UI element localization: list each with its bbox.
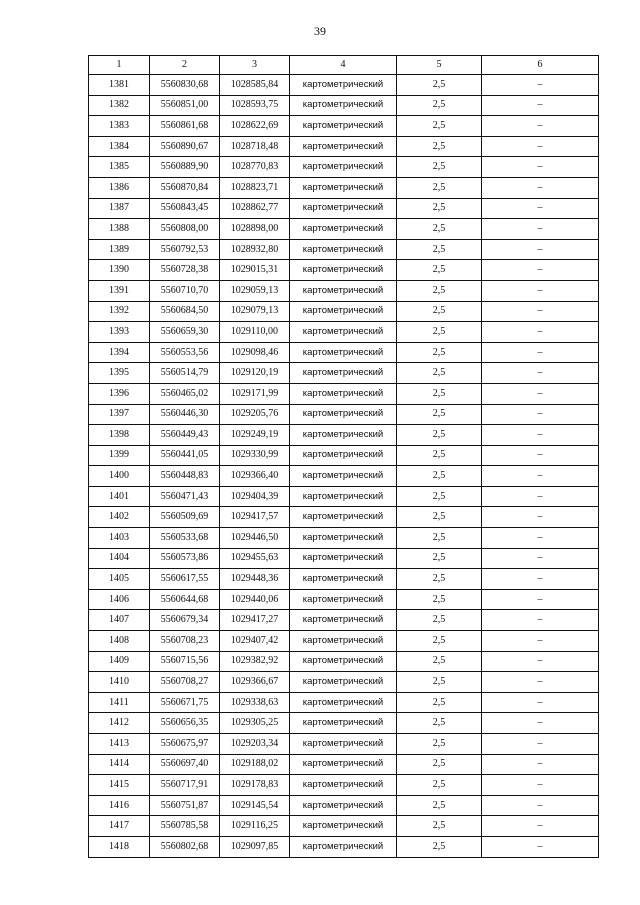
- method-cell: картометрический: [290, 75, 397, 96]
- description-cell: –: [482, 507, 599, 528]
- accuracy-cell: 2,5: [397, 713, 482, 734]
- y-coordinate-cell: 1029446,50: [220, 528, 290, 549]
- point-number-cell: 1408: [89, 631, 150, 652]
- point-number-cell: 1397: [89, 404, 150, 425]
- method-cell: картометрический: [290, 651, 397, 672]
- y-coordinate-cell: 1029110,00: [220, 322, 290, 343]
- method-cell: картометрический: [290, 589, 397, 610]
- x-coordinate-cell: 5560533,68: [150, 528, 220, 549]
- point-number-cell: 1411: [89, 692, 150, 713]
- accuracy-cell: 2,5: [397, 631, 482, 652]
- accuracy-cell: 2,5: [397, 692, 482, 713]
- x-coordinate-cell: 5560509,69: [150, 507, 220, 528]
- x-coordinate-cell: 5560449,43: [150, 425, 220, 446]
- description-cell: –: [482, 404, 599, 425]
- y-coordinate-cell: 1028718,48: [220, 136, 290, 157]
- method-cell: картометрический: [290, 734, 397, 755]
- point-number-cell: 1404: [89, 548, 150, 569]
- method-cell: картометрический: [290, 136, 397, 157]
- description-cell: –: [482, 322, 599, 343]
- accuracy-cell: 2,5: [397, 754, 482, 775]
- description-cell: –: [482, 713, 599, 734]
- y-coordinate-cell: 1029059,13: [220, 280, 290, 301]
- method-cell: картометрический: [290, 280, 397, 301]
- y-coordinate-cell: 1029330,99: [220, 445, 290, 466]
- table-row: [89, 177, 599, 198]
- accuracy-cell: 2,5: [397, 239, 482, 260]
- method-cell: картометрический: [290, 383, 397, 404]
- accuracy-cell: 2,5: [397, 528, 482, 549]
- point-number-cell: 1387: [89, 198, 150, 219]
- point-number-cell: 1390: [89, 260, 150, 281]
- y-coordinate-cell: 1029366,67: [220, 672, 290, 693]
- accuracy-cell: 2,5: [397, 116, 482, 137]
- point-number-cell: 1395: [89, 363, 150, 384]
- table-row: [89, 116, 599, 137]
- point-number-cell: 1396: [89, 383, 150, 404]
- method-cell: картометрический: [290, 775, 397, 796]
- description-cell: –: [482, 425, 599, 446]
- table-row: [89, 383, 599, 404]
- coordinates-table: [88, 55, 599, 858]
- method-cell: картометрический: [290, 486, 397, 507]
- accuracy-cell: 2,5: [397, 260, 482, 281]
- point-number-cell: 1391: [89, 280, 150, 301]
- x-coordinate-cell: 5560671,75: [150, 692, 220, 713]
- table-row: [89, 425, 599, 446]
- table-row: [89, 651, 599, 672]
- method-cell: картометрический: [290, 425, 397, 446]
- description-cell: –: [482, 157, 599, 178]
- y-coordinate-cell: 1029404,39: [220, 486, 290, 507]
- point-number-cell: 1383: [89, 116, 150, 137]
- table-row: [89, 672, 599, 693]
- y-coordinate-cell: 1029205,76: [220, 404, 290, 425]
- accuracy-cell: 2,5: [397, 610, 482, 631]
- description-cell: –: [482, 610, 599, 631]
- x-coordinate-cell: 5560684,50: [150, 301, 220, 322]
- table-row: [89, 157, 599, 178]
- table-row: [89, 692, 599, 713]
- description-cell: –: [482, 836, 599, 857]
- x-coordinate-cell: 5560446,30: [150, 404, 220, 425]
- accuracy-cell: 2,5: [397, 734, 482, 755]
- point-number-cell: 1385: [89, 157, 150, 178]
- description-cell: –: [482, 528, 599, 549]
- x-coordinate-cell: 5560659,30: [150, 322, 220, 343]
- table-row: [89, 816, 599, 837]
- description-cell: –: [482, 631, 599, 652]
- x-coordinate-cell: 5560675,97: [150, 734, 220, 755]
- y-coordinate-cell: 1029366,40: [220, 466, 290, 487]
- description-cell: –: [482, 219, 599, 240]
- description-cell: –: [482, 301, 599, 322]
- table-row: [89, 754, 599, 775]
- method-cell: картометрический: [290, 219, 397, 240]
- description-cell: –: [482, 198, 599, 219]
- method-cell: картометрический: [290, 836, 397, 857]
- point-number-cell: 1389: [89, 239, 150, 260]
- method-cell: картометрический: [290, 342, 397, 363]
- description-cell: –: [482, 342, 599, 363]
- description-cell: –: [482, 486, 599, 507]
- description-cell: –: [482, 383, 599, 404]
- x-coordinate-cell: 5560553,56: [150, 342, 220, 363]
- point-number-cell: 1403: [89, 528, 150, 549]
- method-cell: картометрический: [290, 404, 397, 425]
- description-cell: –: [482, 136, 599, 157]
- table-row: [89, 795, 599, 816]
- method-cell: картометрический: [290, 95, 397, 116]
- description-cell: –: [482, 672, 599, 693]
- description-cell: –: [482, 177, 599, 198]
- x-coordinate-cell: 5560656,35: [150, 713, 220, 734]
- table-row: [89, 486, 599, 507]
- point-number-cell: 1409: [89, 651, 150, 672]
- method-cell: картометрический: [290, 672, 397, 693]
- table-row: [89, 589, 599, 610]
- description-cell: –: [482, 651, 599, 672]
- point-number-cell: 1398: [89, 425, 150, 446]
- column-header: 2: [150, 56, 220, 75]
- table-row: [89, 219, 599, 240]
- x-coordinate-cell: 5560792,53: [150, 239, 220, 260]
- point-number-cell: 1415: [89, 775, 150, 796]
- point-number-cell: 1399: [89, 445, 150, 466]
- accuracy-cell: 2,5: [397, 219, 482, 240]
- method-cell: картометрический: [290, 198, 397, 219]
- y-coordinate-cell: 1029305,25: [220, 713, 290, 734]
- point-number-cell: 1402: [89, 507, 150, 528]
- y-coordinate-cell: 1029079,13: [220, 301, 290, 322]
- point-number-cell: 1412: [89, 713, 150, 734]
- x-coordinate-cell: 5560751,87: [150, 795, 220, 816]
- column-header: 4: [290, 56, 397, 75]
- x-coordinate-cell: 5560802,68: [150, 836, 220, 857]
- table-row: [89, 260, 599, 281]
- y-coordinate-cell: 1029417,57: [220, 507, 290, 528]
- y-coordinate-cell: 1029417,27: [220, 610, 290, 631]
- x-coordinate-cell: 5560843,45: [150, 198, 220, 219]
- point-number-cell: 1384: [89, 136, 150, 157]
- x-coordinate-cell: 5560728,38: [150, 260, 220, 281]
- point-number-cell: 1381: [89, 75, 150, 96]
- accuracy-cell: 2,5: [397, 157, 482, 178]
- table-row: [89, 404, 599, 425]
- method-cell: картометрический: [290, 548, 397, 569]
- point-number-cell: 1401: [89, 486, 150, 507]
- y-coordinate-cell: 1028593,75: [220, 95, 290, 116]
- x-coordinate-cell: 5560644,68: [150, 589, 220, 610]
- accuracy-cell: 2,5: [397, 425, 482, 446]
- accuracy-cell: 2,5: [397, 404, 482, 425]
- accuracy-cell: 2,5: [397, 280, 482, 301]
- column-header: 3: [220, 56, 290, 75]
- table-row: [89, 775, 599, 796]
- y-coordinate-cell: 1029382,92: [220, 651, 290, 672]
- x-coordinate-cell: 5560465,02: [150, 383, 220, 404]
- accuracy-cell: 2,5: [397, 548, 482, 569]
- method-cell: картометрический: [290, 528, 397, 549]
- description-cell: –: [482, 280, 599, 301]
- point-number-cell: 1407: [89, 610, 150, 631]
- accuracy-cell: 2,5: [397, 363, 482, 384]
- x-coordinate-cell: 5560514,79: [150, 363, 220, 384]
- column-header: 5: [397, 56, 482, 75]
- point-number-cell: 1382: [89, 95, 150, 116]
- accuracy-cell: 2,5: [397, 486, 482, 507]
- y-coordinate-cell: 1028932,80: [220, 239, 290, 260]
- method-cell: картометрический: [290, 157, 397, 178]
- description-cell: –: [482, 95, 599, 116]
- x-coordinate-cell: 5560890,67: [150, 136, 220, 157]
- point-number-cell: 1413: [89, 734, 150, 755]
- y-coordinate-cell: 1028622,69: [220, 116, 290, 137]
- table-row: [89, 631, 599, 652]
- x-coordinate-cell: 5560785,58: [150, 816, 220, 837]
- y-coordinate-cell: 1029178,83: [220, 775, 290, 796]
- column-header: 6: [482, 56, 599, 75]
- accuracy-cell: 2,5: [397, 651, 482, 672]
- x-coordinate-cell: 5560441,05: [150, 445, 220, 466]
- accuracy-cell: 2,5: [397, 836, 482, 857]
- y-coordinate-cell: 1029171,99: [220, 383, 290, 404]
- description-cell: –: [482, 775, 599, 796]
- page-number: 39: [314, 24, 326, 38]
- y-coordinate-cell: 1029249,19: [220, 425, 290, 446]
- accuracy-cell: 2,5: [397, 342, 482, 363]
- point-number-cell: 1388: [89, 219, 150, 240]
- point-number-cell: 1405: [89, 569, 150, 590]
- point-number-cell: 1393: [89, 322, 150, 343]
- method-cell: картометрический: [290, 631, 397, 652]
- method-cell: картометрический: [290, 754, 397, 775]
- method-cell: картометрический: [290, 322, 397, 343]
- description-cell: –: [482, 260, 599, 281]
- x-coordinate-cell: 5560870,84: [150, 177, 220, 198]
- accuracy-cell: 2,5: [397, 75, 482, 96]
- point-number-cell: 1417: [89, 816, 150, 837]
- y-coordinate-cell: 1029407,42: [220, 631, 290, 652]
- description-cell: –: [482, 569, 599, 590]
- description-cell: –: [482, 363, 599, 384]
- accuracy-cell: 2,5: [397, 466, 482, 487]
- accuracy-cell: 2,5: [397, 445, 482, 466]
- table-row: [89, 322, 599, 343]
- x-coordinate-cell: 5560830,68: [150, 75, 220, 96]
- method-cell: картометрический: [290, 445, 397, 466]
- table-row: [89, 610, 599, 631]
- method-cell: картометрический: [290, 116, 397, 137]
- accuracy-cell: 2,5: [397, 95, 482, 116]
- method-cell: картометрический: [290, 507, 397, 528]
- description-cell: –: [482, 445, 599, 466]
- accuracy-cell: 2,5: [397, 383, 482, 404]
- table-row: [89, 548, 599, 569]
- method-cell: картометрический: [290, 713, 397, 734]
- x-coordinate-cell: 5560715,56: [150, 651, 220, 672]
- method-cell: картометрический: [290, 239, 397, 260]
- y-coordinate-cell: 1029015,31: [220, 260, 290, 281]
- y-coordinate-cell: 1029120,19: [220, 363, 290, 384]
- x-coordinate-cell: 5560697,40: [150, 754, 220, 775]
- y-coordinate-cell: 1028823,71: [220, 177, 290, 198]
- x-coordinate-cell: 5560617,55: [150, 569, 220, 590]
- point-number-cell: 1394: [89, 342, 150, 363]
- accuracy-cell: 2,5: [397, 589, 482, 610]
- table-row: [89, 507, 599, 528]
- accuracy-cell: 2,5: [397, 177, 482, 198]
- accuracy-cell: 2,5: [397, 322, 482, 343]
- y-coordinate-cell: 1028585,84: [220, 75, 290, 96]
- x-coordinate-cell: 5560861,68: [150, 116, 220, 137]
- x-coordinate-cell: 5560710,70: [150, 280, 220, 301]
- y-coordinate-cell: 1029116,25: [220, 816, 290, 837]
- method-cell: картометрический: [290, 610, 397, 631]
- method-cell: картометрический: [290, 569, 397, 590]
- y-coordinate-cell: 1029097,85: [220, 836, 290, 857]
- description-cell: –: [482, 816, 599, 837]
- table-row: [89, 95, 599, 116]
- description-cell: –: [482, 75, 599, 96]
- description-cell: –: [482, 589, 599, 610]
- accuracy-cell: 2,5: [397, 672, 482, 693]
- y-coordinate-cell: 1029448,36: [220, 569, 290, 590]
- y-coordinate-cell: 1029455,63: [220, 548, 290, 569]
- y-coordinate-cell: 1029098,46: [220, 342, 290, 363]
- y-coordinate-cell: 1028770,83: [220, 157, 290, 178]
- description-cell: –: [482, 548, 599, 569]
- table-row: [89, 528, 599, 549]
- point-number-cell: 1410: [89, 672, 150, 693]
- table-row: [89, 198, 599, 219]
- point-number-cell: 1414: [89, 754, 150, 775]
- point-number-cell: 1406: [89, 589, 150, 610]
- y-coordinate-cell: 1029203,34: [220, 734, 290, 755]
- x-coordinate-cell: 5560808,00: [150, 219, 220, 240]
- description-cell: –: [482, 754, 599, 775]
- accuracy-cell: 2,5: [397, 198, 482, 219]
- table-header-row: [89, 56, 599, 75]
- table-row: [89, 75, 599, 96]
- table-row: [89, 836, 599, 857]
- table-row: [89, 734, 599, 755]
- description-cell: –: [482, 116, 599, 137]
- description-cell: –: [482, 466, 599, 487]
- method-cell: картометрический: [290, 260, 397, 281]
- method-cell: картометрический: [290, 177, 397, 198]
- accuracy-cell: 2,5: [397, 775, 482, 796]
- method-cell: картометрический: [290, 301, 397, 322]
- point-number-cell: 1386: [89, 177, 150, 198]
- method-cell: картометрический: [290, 466, 397, 487]
- y-coordinate-cell: 1029338,63: [220, 692, 290, 713]
- description-cell: –: [482, 692, 599, 713]
- point-number-cell: 1400: [89, 466, 150, 487]
- x-coordinate-cell: 5560573,86: [150, 548, 220, 569]
- table-row: [89, 363, 599, 384]
- method-cell: картометрический: [290, 816, 397, 837]
- table-row: [89, 569, 599, 590]
- method-cell: картометрический: [290, 692, 397, 713]
- y-coordinate-cell: 1028862,77: [220, 198, 290, 219]
- accuracy-cell: 2,5: [397, 816, 482, 837]
- method-cell: картометрический: [290, 795, 397, 816]
- table-body: [89, 75, 599, 858]
- accuracy-cell: 2,5: [397, 136, 482, 157]
- table-row: [89, 301, 599, 322]
- y-coordinate-cell: 1029440,06: [220, 589, 290, 610]
- y-coordinate-cell: 1029145,54: [220, 795, 290, 816]
- table-row: [89, 445, 599, 466]
- accuracy-cell: 2,5: [397, 569, 482, 590]
- x-coordinate-cell: 5560708,23: [150, 631, 220, 652]
- table-row: [89, 136, 599, 157]
- x-coordinate-cell: 5560448,83: [150, 466, 220, 487]
- x-coordinate-cell: 5560471,43: [150, 486, 220, 507]
- accuracy-cell: 2,5: [397, 301, 482, 322]
- accuracy-cell: 2,5: [397, 795, 482, 816]
- table-row: [89, 466, 599, 487]
- point-number-cell: 1416: [89, 795, 150, 816]
- table-row: [89, 280, 599, 301]
- x-coordinate-cell: 5560717,91: [150, 775, 220, 796]
- y-coordinate-cell: 1028898,00: [220, 219, 290, 240]
- accuracy-cell: 2,5: [397, 507, 482, 528]
- table-row: [89, 342, 599, 363]
- point-number-cell: 1392: [89, 301, 150, 322]
- x-coordinate-cell: 5560708,27: [150, 672, 220, 693]
- x-coordinate-cell: 5560679,34: [150, 610, 220, 631]
- description-cell: –: [482, 795, 599, 816]
- table-row: [89, 239, 599, 260]
- x-coordinate-cell: 5560851,00: [150, 95, 220, 116]
- y-coordinate-cell: 1029188,02: [220, 754, 290, 775]
- x-coordinate-cell: 5560889,90: [150, 157, 220, 178]
- column-header: 1: [89, 56, 150, 75]
- description-cell: –: [482, 734, 599, 755]
- point-number-cell: 1418: [89, 836, 150, 857]
- method-cell: картометрический: [290, 363, 397, 384]
- description-cell: –: [482, 239, 599, 260]
- table-row: [89, 713, 599, 734]
